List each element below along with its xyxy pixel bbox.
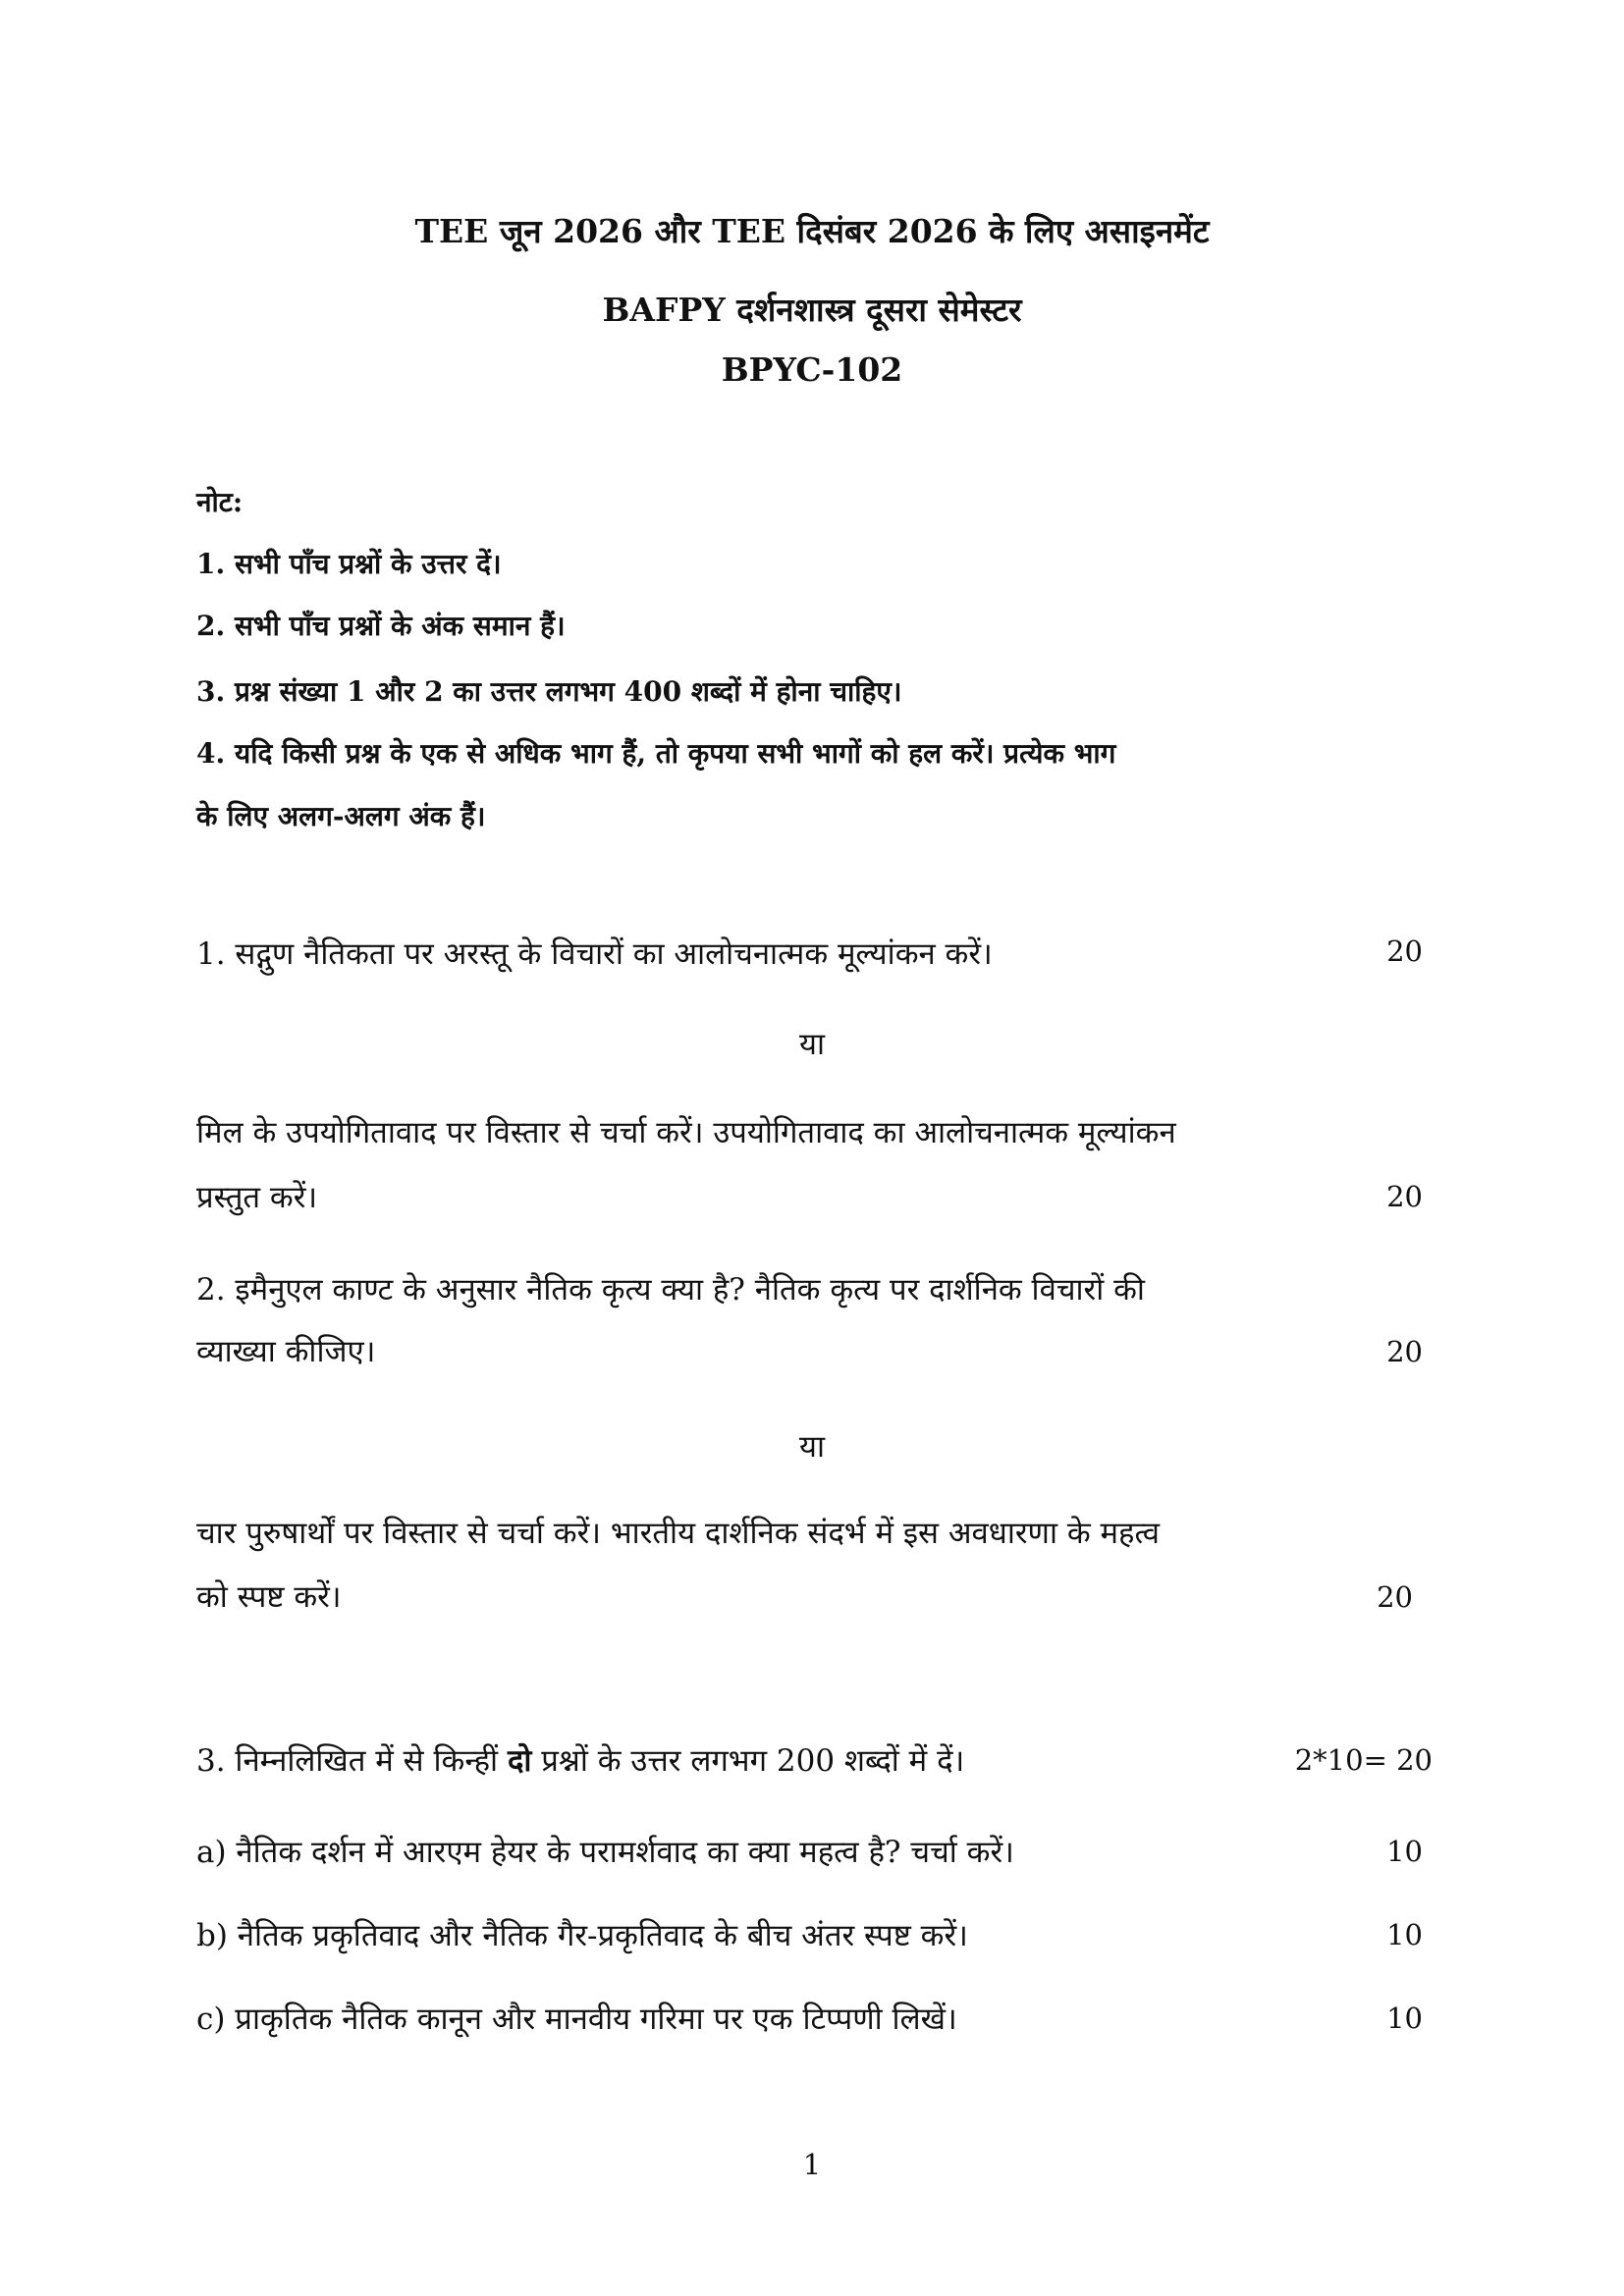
or-separator-2: या xyxy=(798,1429,825,1465)
question-3-part-b-marks: 10 xyxy=(1386,1918,1423,1951)
question-3-marks: 2*10= 20 xyxy=(1294,1743,1433,1777)
question-3-part-c-marks: 10 xyxy=(1386,2002,1423,2035)
question-3-text-pre: 3. निम्नलिखित में से किन्हीं xyxy=(196,1743,508,1779)
question-3-part-b: b) नैतिक प्रकृतिवाद और नैतिक गैर-प्रकृतिवाद के बीच अंतर स्पष्ट करें। xyxy=(196,1918,968,1953)
page-number: 1 xyxy=(802,2148,822,2181)
question-2-line-1: 2. इमैनुएल काण्ट के अनुसार नैतिक कृत्य क्या है? नैतिक कृत्य पर दार्शनिक विचारों की xyxy=(196,1272,1145,1308)
question-3-part-c: c) प्राकृतिक नैतिक कानून और मानवीय गरिमा पर एक टिप्पणी लिखें। xyxy=(196,2002,957,2037)
question-3-part-a: a) नैतिक दर्शन में आरएम हेयर के परामर्शवाद का क्या महत्व है? चर्चा करें। xyxy=(196,1835,1014,1870)
question-2-alt-line-2: को स्पष्ट करें। xyxy=(196,1579,342,1615)
question-2-alt-marks: 20 xyxy=(1377,1580,1413,1614)
note-item-4-continued: के लिए अलग-अलग अंक हैं। xyxy=(196,800,486,832)
note-item-3: 3. प्रश्न संख्या 1 और 2 का उत्तर लगभग 400 शब्दों में होना चाहिए। xyxy=(196,675,902,708)
programme-title: BAFPY दर्शनशास्त्र दूसरा सेमेस्टर xyxy=(602,291,1022,329)
question-3-text-bold: दो xyxy=(507,1743,532,1779)
question-1-alt-marks: 20 xyxy=(1386,1180,1423,1213)
note-heading: नोट: xyxy=(196,486,244,518)
note-item-4: 4. यदि किसी प्रश्न के एक से अधिक भाग हैं, तो कृपया सभी भागों को हल करें। प्रत्येक भाग xyxy=(196,737,1116,770)
question-2-line-2: व्याख्या कीजिए। xyxy=(196,1334,376,1369)
question-1-alt-line-1: मिल के उपयोगितावाद पर विस्तार से चर्चा करें। उपयोगितावाद का आलोचनात्मक मूल्यांकन xyxy=(196,1115,1176,1150)
question-3-text-post: प्रश्नों के उत्तर लगभग 200 शब्दों में दें। xyxy=(531,1743,965,1779)
assignment-title: TEE जून 2026 और TEE दिसंबर 2026 के लिए असाइनमेंट xyxy=(414,212,1210,250)
question-2-alt-line-1: चार पुरुषार्थों पर विस्तार से चर्चा करें। भारतीय दार्शनिक संदर्भ में इस अवधारणा के महत्व xyxy=(196,1516,1160,1551)
question-1: 1. सद्गुण नैतिकता पर अरस्तू के विचारों का आलोचनात्मक मूल्यांकन करें। xyxy=(196,936,993,972)
note-item-1: 1. सभी पाँच प्रश्नों के उत्तर दें। xyxy=(196,548,502,580)
note-item-2: 2. सभी पाँच प्रश्नों के अंक समान हैं। xyxy=(196,610,566,642)
question-3-part-a-marks: 10 xyxy=(1386,1835,1423,1868)
question-2-marks: 20 xyxy=(1386,1335,1423,1368)
or-separator-1: या xyxy=(798,1027,825,1062)
question-1-alt-line-2: प्रस्तुत करें। xyxy=(196,1180,318,1215)
question-3 xyxy=(196,1739,964,1781)
question-1-marks: 20 xyxy=(1386,934,1423,968)
course-code: BPYC-102 xyxy=(721,350,903,389)
